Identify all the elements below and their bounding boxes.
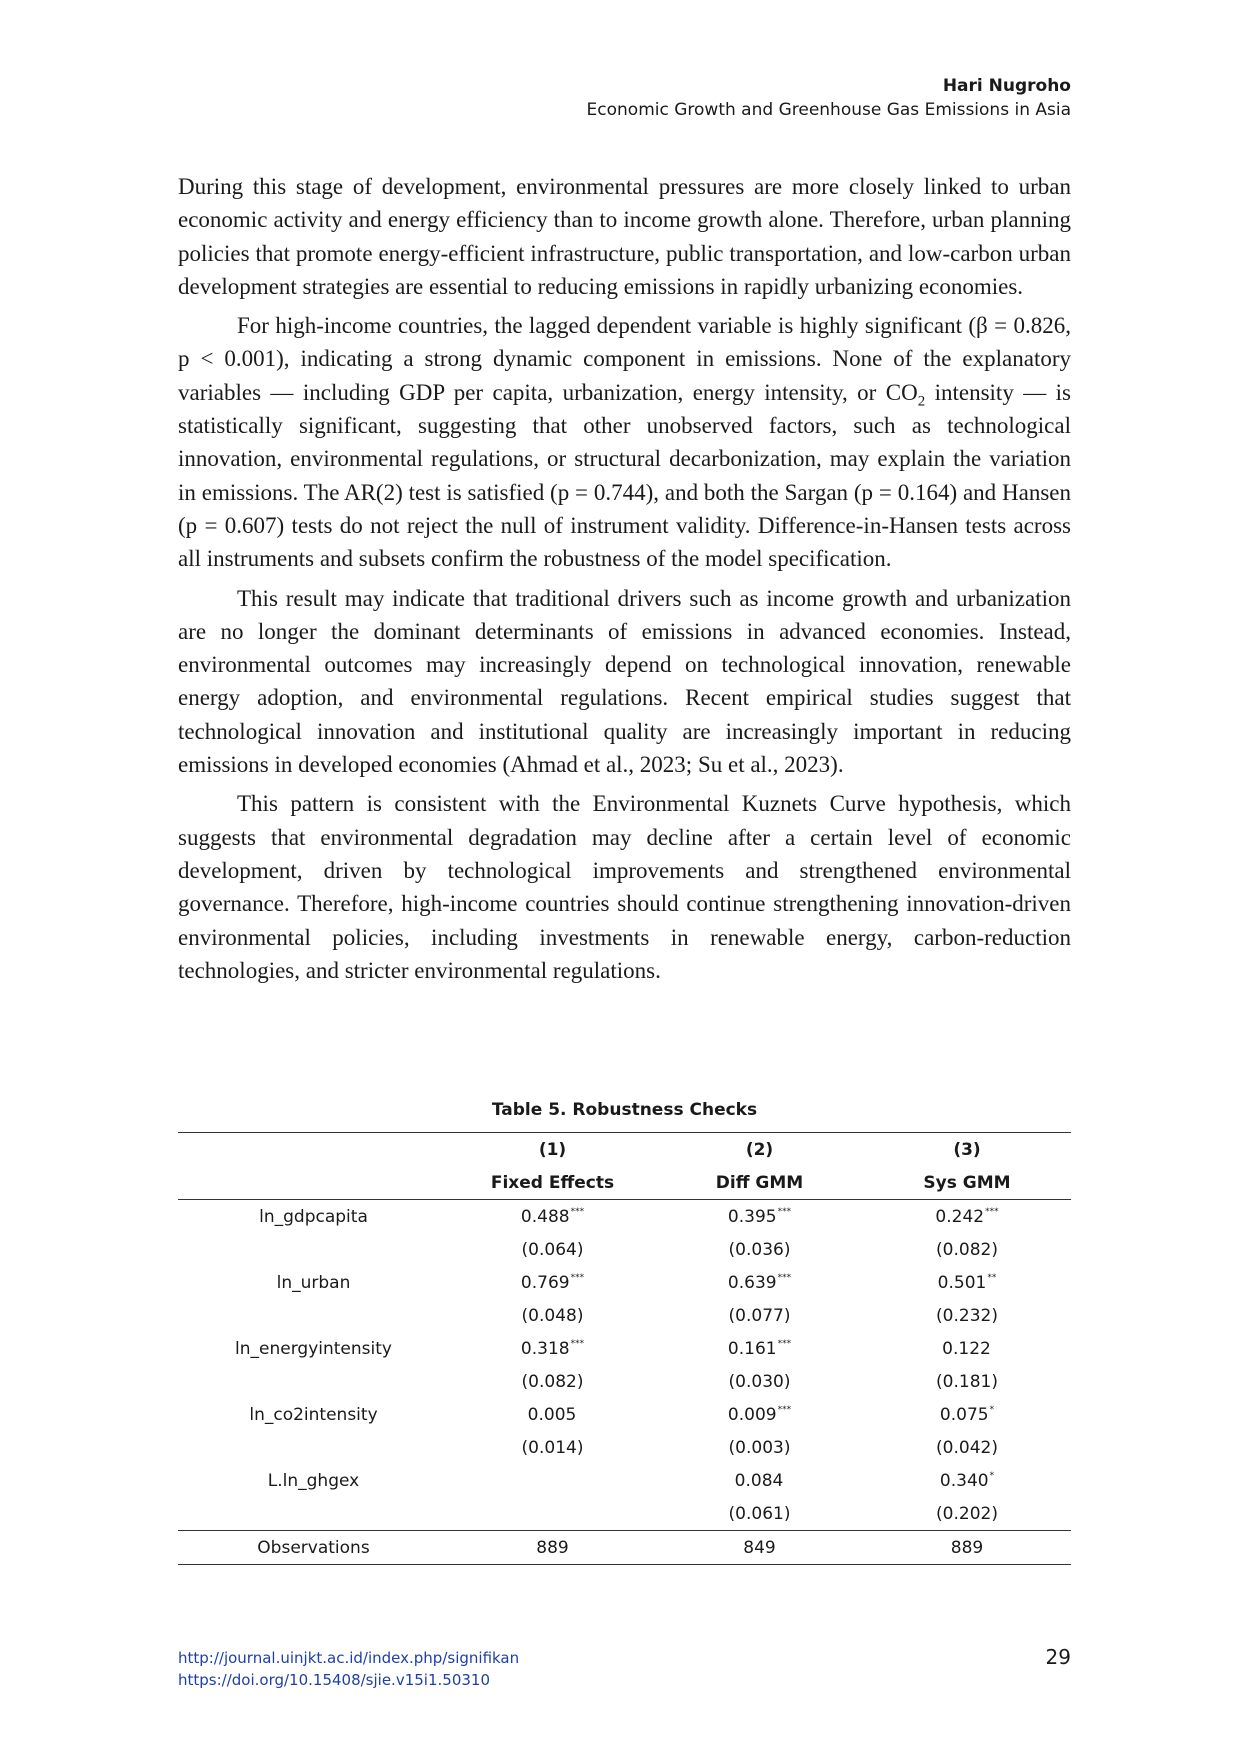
observations-label: Observations xyxy=(178,1531,449,1565)
journal-link[interactable]: http://journal.uinjkt.ac.id/index.php/signifikan xyxy=(178,1649,520,1667)
table-row-se xyxy=(178,1299,1071,1332)
se-cell: (0.014) xyxy=(521,1437,584,1458)
paragraph-4: This pattern is consistent with the Environmental Kuznets Curve hypothesis, which suggests that environmental degradation may decline after a certain level of economic development, driven by technological improvements and strengthened environmental governance. Therefore, high-income countries should continue strengthening innovation-driven environmental policies, including investments in renewable energy, carbon-reduction technologies, and stricter environmental regulations. xyxy=(178,791,1071,983)
se-cell: (0.061) xyxy=(728,1503,791,1524)
col-name: Diff GMM xyxy=(656,1166,863,1200)
table-row-se xyxy=(178,1365,1071,1398)
footer-links xyxy=(178,1647,519,1691)
page-number: 29 xyxy=(1045,1645,1071,1669)
coef-cell: 0.318*** xyxy=(520,1338,585,1359)
doi-link[interactable]: https://doi.org/10.15408/sjie.v15i1.50310 xyxy=(178,1671,490,1689)
paragraph-1: During this stage of development, environmental pressures are more closely linked to urban economic activity and energy efficiency than to income growth alone. Therefore, urban planning policies that promote energy-efficient infrastructure, public transportation, and low-carbon urban development strategies are essential to reducing emissions in rapidly urbanizing economies. xyxy=(178,174,1071,299)
table-row-coef xyxy=(178,1266,1071,1299)
coef-cell: 0.242*** xyxy=(935,1206,999,1227)
co2-subscript: 2 xyxy=(917,393,926,410)
coef-cell: 0.639*** xyxy=(727,1272,792,1293)
table-row-coef xyxy=(178,1398,1071,1431)
col-name: Sys GMM xyxy=(863,1166,1071,1200)
variable-name: ln_energyintensity xyxy=(235,1338,392,1359)
paragraph-3: This result may indicate that traditional drivers such as income growth and urbanization are no longer the dominant determinants of emissions in advanced economies. Instead, environmental outcomes may increasingly depend on technological innovation, renewable energy adoption, and environmental regulations. Recent empirical studies suggest that technological innovation and institutional quality are increasingly important in reducing emissions in developed economies (Ahmad et al., 2023; Su et al., 2023). xyxy=(178,585,1071,778)
table-row-coef xyxy=(178,1332,1071,1365)
variable-name: ln_co2intensity xyxy=(249,1404,378,1425)
se-cell: (0.048) xyxy=(521,1305,584,1326)
col-number: (1) xyxy=(449,1133,656,1167)
body-text xyxy=(178,170,1071,993)
se-cell: (0.082) xyxy=(521,1371,584,1392)
coef-cell: 0.005 xyxy=(527,1404,577,1425)
coef-cell: 0.395*** xyxy=(727,1206,792,1227)
variable-name: ln_gdpcapita xyxy=(259,1206,368,1227)
header-title: Economic Growth and Greenhouse Gas Emissions in Asia xyxy=(586,100,1071,120)
coef-cell: 0.488*** xyxy=(520,1206,585,1227)
se-cell: (0.064) xyxy=(521,1239,584,1260)
paragraph-2-part-b: intensity — is statistically significant, suggesting that other unobserved factors, such as technological innovation, environmental regulations, or structural decarbonization, may explain the variation in emissions. The AR(2) test is satisfied (p = 0.744), and both the Sargan (p = 0.164) and Hansen (p = 0.607) tests do not reject the null of instrument validity. Difference-in-Hansen tests across all instruments and subsets confirm the robustness of the model specification. xyxy=(178,379,1071,572)
se-cell: (0.232) xyxy=(936,1305,998,1326)
variable-name: ln_urban xyxy=(276,1272,351,1293)
table-caption: Table 5. Robustness Checks xyxy=(491,1100,758,1120)
robustness-table xyxy=(178,1132,1071,1565)
se-cell: (0.003) xyxy=(728,1437,791,1458)
coef-cell: 0.340* xyxy=(939,1470,995,1491)
se-cell xyxy=(449,1497,656,1531)
se-cell: (0.082) xyxy=(936,1239,998,1260)
coef-cell: 0.009*** xyxy=(727,1404,792,1425)
obs-cell: 889 xyxy=(449,1531,656,1565)
table-header-numbers xyxy=(178,1133,1071,1167)
coef-cell: 0.501** xyxy=(937,1272,997,1293)
paragraph-2-part-a: For high-income countries, the lagged dependent variable is highly significant (β = 0.826, p < 0.001), indicating a strong dynamic component in emissions. None of the explanatory variables — including GDP per capita, urbanization, energy intensity, or CO xyxy=(178,313,1071,405)
col-name: Fixed Effects xyxy=(449,1166,656,1200)
se-cell: (0.030) xyxy=(728,1371,791,1392)
se-cell: (0.077) xyxy=(728,1305,791,1326)
header-author: Hari Nugroho xyxy=(942,76,1071,96)
table-row-se xyxy=(178,1431,1071,1464)
table-row-observations xyxy=(178,1531,1071,1565)
coef-cell: 0.122 xyxy=(942,1338,991,1359)
obs-cell: 849 xyxy=(656,1531,863,1565)
coef-cell: 0.084 xyxy=(734,1470,784,1491)
paragraph-2 xyxy=(178,309,1071,575)
col-number: (2) xyxy=(656,1133,863,1167)
coef-cell: 0.161*** xyxy=(727,1338,792,1359)
se-cell: (0.042) xyxy=(936,1437,998,1458)
table-row-coef xyxy=(178,1200,1071,1234)
running-header xyxy=(587,74,1071,122)
se-cell: (0.202) xyxy=(936,1503,998,1524)
header-blank xyxy=(178,1133,449,1167)
table-header-names xyxy=(178,1166,1071,1200)
se-cell: (0.181) xyxy=(936,1371,998,1392)
obs-cell: 889 xyxy=(863,1531,1071,1565)
table-row-coef xyxy=(178,1464,1071,1497)
col-number: (3) xyxy=(863,1133,1071,1167)
variable-name: L.ln_ghgex xyxy=(267,1470,360,1491)
coef-cell xyxy=(449,1464,656,1497)
coef-cell: 0.769*** xyxy=(520,1272,585,1293)
header-blank xyxy=(178,1166,449,1200)
table-row-se xyxy=(178,1233,1071,1266)
se-cell: (0.036) xyxy=(728,1239,791,1260)
coef-cell: 0.075* xyxy=(939,1404,995,1425)
table-row-se xyxy=(178,1497,1071,1531)
